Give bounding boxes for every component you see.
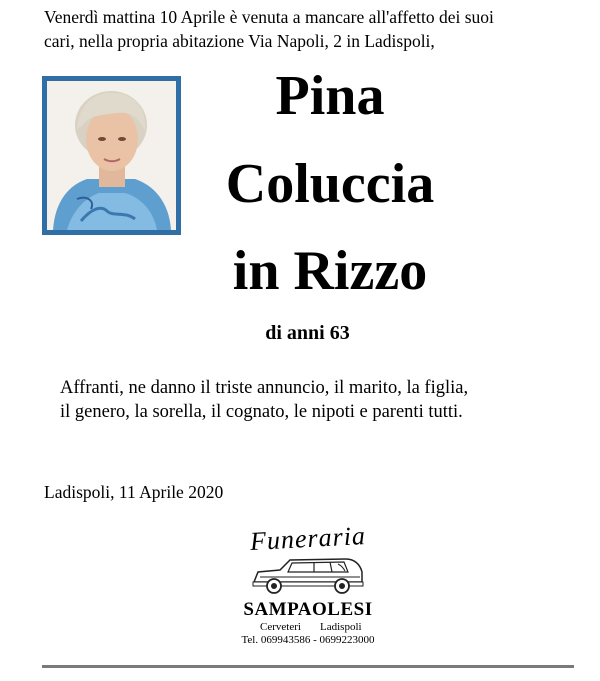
intro-line-1: Venerdì mattina 10 Aprile è venuta a mancare all'affetto dei suoi xyxy=(44,7,494,27)
deceased-photo xyxy=(47,81,176,230)
deceased-age: di anni 63 xyxy=(265,322,350,344)
place-date: Ladispoli, 11 Aprile 2020 xyxy=(44,482,224,502)
funeral-home-town-2: Ladispoli xyxy=(320,621,362,633)
deceased-photo-frame xyxy=(42,76,181,235)
funeral-home-name: SAMPAOLESI xyxy=(243,599,373,620)
deceased-married-name: in Rizzo xyxy=(232,240,428,302)
funeral-home-logo xyxy=(222,510,394,658)
funeral-home-town-1: Cerveteri xyxy=(260,621,301,633)
announcement-line-2: il genero, la sorella, il cognato, le nipoti e parenti tutti. xyxy=(60,402,463,422)
deceased-last-name: Coluccia xyxy=(225,153,435,215)
portrait-illustration xyxy=(47,81,176,230)
funeral-home-title: Funeraria xyxy=(249,520,367,557)
funeral-home-phones: Tel. 069943586 - 0699223000 xyxy=(241,634,375,646)
hearse-icon xyxy=(250,554,366,596)
intro-line-2: cari, nella propria abitazione Via Napoli, 2 in Ladispoli, xyxy=(44,31,435,51)
announcement-text xyxy=(60,376,580,424)
intro-text xyxy=(44,5,584,53)
announcement-line-1: Affranti, ne danno il triste annuncio, il marito, la figlia, xyxy=(60,378,469,398)
bottom-divider xyxy=(42,665,574,668)
deceased-first-name: Pina xyxy=(275,65,385,127)
